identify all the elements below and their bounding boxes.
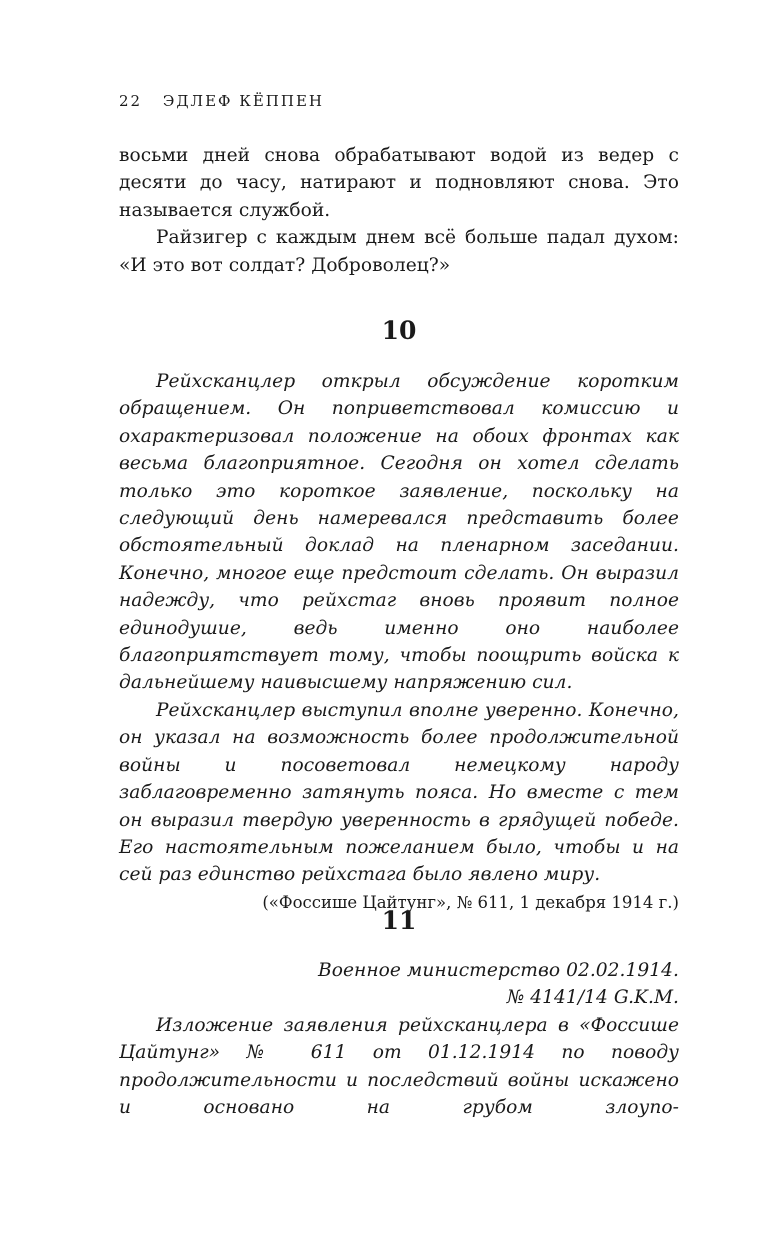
source-citation: («Фоссише Цайтунг», № 611, 1 декабря 1914 г.)	[262, 892, 679, 912]
ministry-line: Военное министерство 02.02.1914.	[318, 960, 679, 981]
chapter-number-10: 10	[381, 316, 417, 345]
paragraph: Рейхсканцлер выступил вполне уверенно. Конечно, он указал на возможность более продолжительной войны и посоветовал немецкому народу заблаговременно затянуть пояса. Но вместе с тем он выразил твердую уверенность в грядущей победе. Его настоятельным пожеланием было, чтобы и на сей раз единство рейхстага было явлено миру.	[119, 699, 679, 886]
paragraph: Райзигер с каждым днем всё больше падал духом: «И это вот солдат? Доброволец?»	[119, 227, 679, 276]
running-head	[119, 92, 324, 110]
chapter-number-11: 11	[381, 906, 417, 935]
paragraph: восьми дней снова обрабатывают водой из ведер с десяти до часу, натирают и подновляют снова. Это называется службой.	[119, 145, 679, 221]
author-name: ЭДЛЕФ КЁППЕН	[162, 92, 324, 110]
section-11-text	[119, 957, 679, 1121]
page-number: 22	[119, 92, 143, 110]
section-10-text	[119, 368, 679, 916]
paragraph: Рейхсканцлер открыл обсуждение коротким обращением. Он поприветствовал комиссию и охарактеризовал положение на обоих фронтах как весьма благоприятное. Сегодня он хотел сделать только это короткое заявление, поскольку на следующий день намеревался представить более обстоятельный доклад на пленарном заседании. Конечно, многое еще предстоит сделать. Он выразил надежду, что рейхстаг вновь проявит полное единодушие, ведь именно оно наиболее благоприятствует тому, чтобы поощрить войска к дальнейшему наивысшему напряжению сил.	[119, 371, 679, 694]
paragraph: Изложение заявления рейхсканцлера в «Фоссише Цайтунг» № 611 от 01.12.1914 по поводу продолжительности и последствий войны искажено и основано на грубом злоупо-	[119, 1014, 679, 1119]
reference-number: № 4141/14 G.K.M.	[506, 987, 679, 1009]
opening-text	[119, 142, 679, 279]
book-page	[119, 0, 679, 1240]
